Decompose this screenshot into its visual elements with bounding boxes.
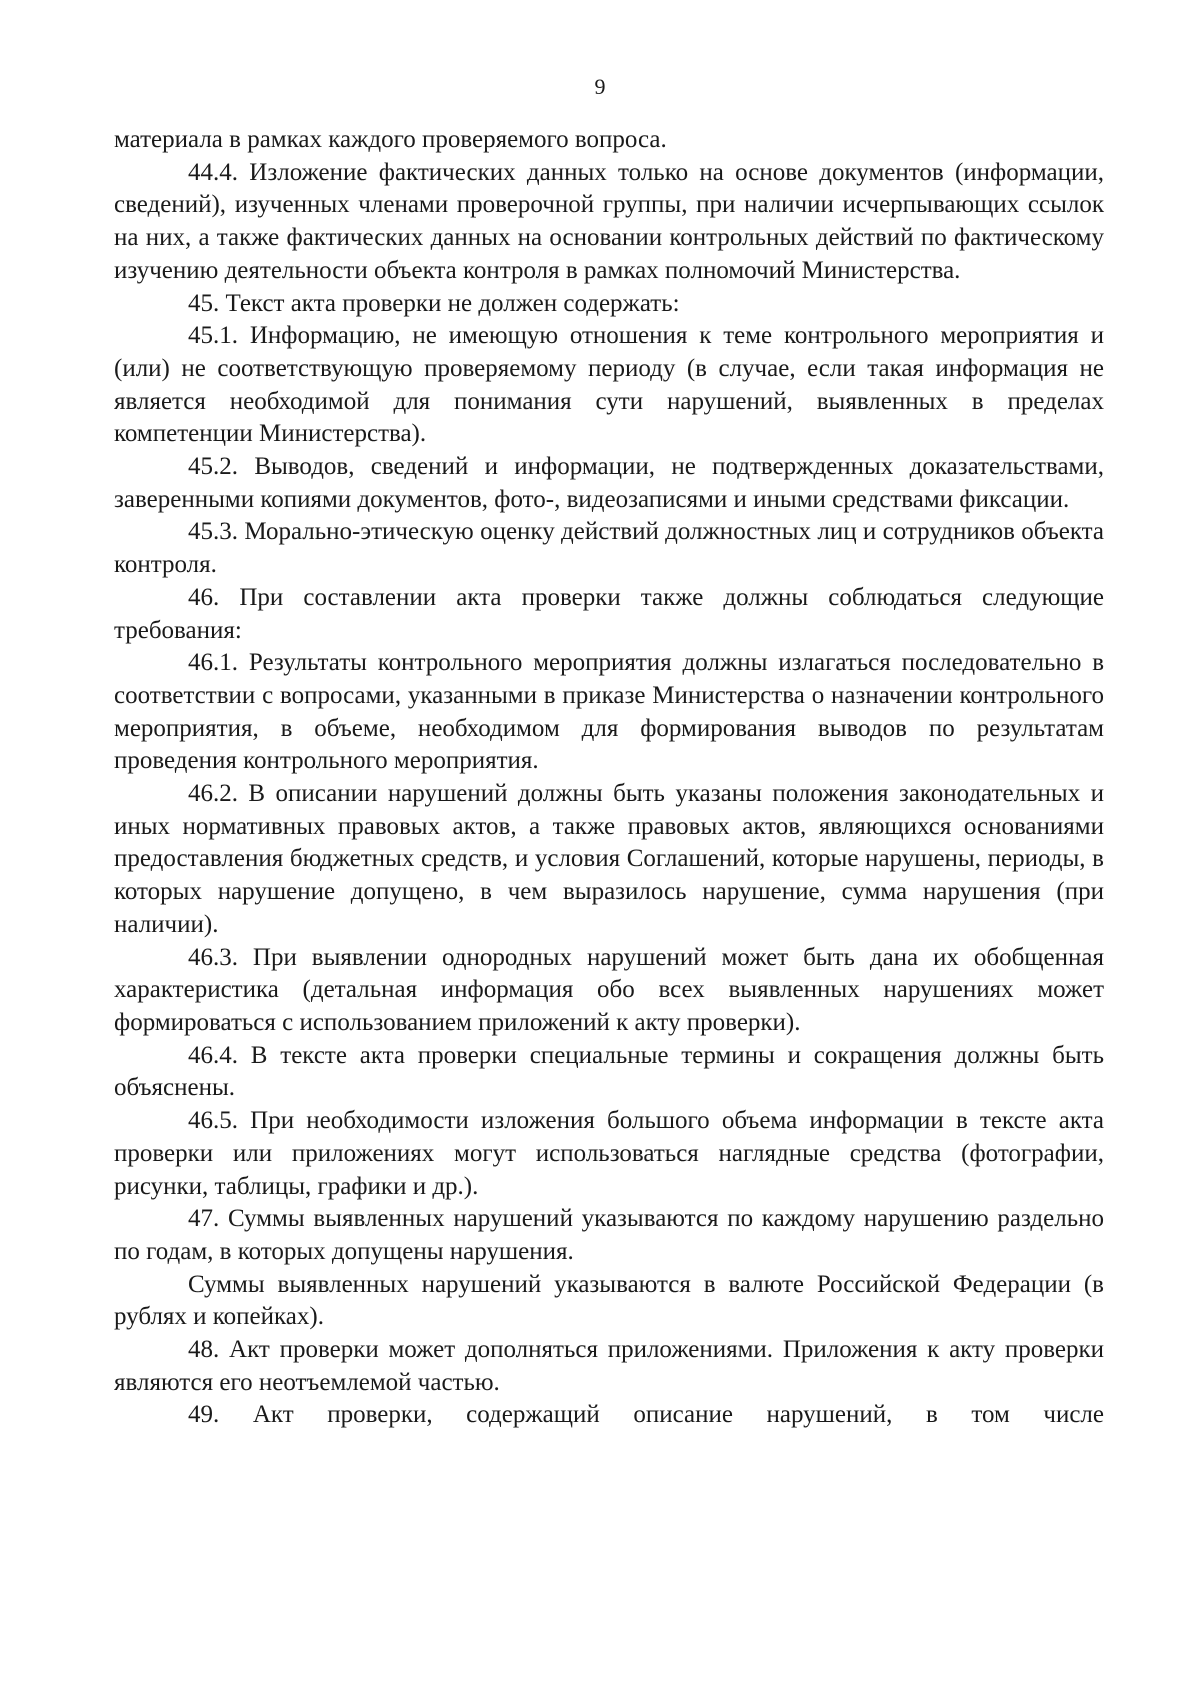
paragraph-45-3: 45.3. Морально-этическую оценку действий должностных лиц и сотрудников объекта контроля.	[114, 518, 1104, 579]
paragraph-46-1: 46.1. Результаты контрольного мероприятия должны излагаться последовательно в соответствии с вопросами, указанными в приказе Министерства о назначении контрольного мероприятия, в объеме, необходимом для формирования выводов по результатам проведения контрольного мероприятия.	[114, 649, 1104, 775]
paragraph-49: 49. Акт проверки, содержащий описание нарушений, в том числе	[188, 1401, 1104, 1429]
paragraph-46-4: 46.4. В тексте акта проверки специальные термины и сокращения должны быть объяснены.	[114, 1041, 1104, 1102]
paragraph-48: 48. Акт проверки может дополняться приложениями. Приложения к акту проверки являются его неотъемлемой частью.	[114, 1336, 1104, 1396]
paragraph-46-5: 46.5. При необходимости изложения большого объема информации в тексте акта проверки или приложениях могут использоваться наглядные средства (фотографии, рисунки, таблицы, графики и др.).	[114, 1107, 1104, 1200]
paragraph-continuation: материала в рамках каждого проверяемого вопроса.	[114, 126, 667, 153]
paragraph-47: 47. Суммы выявленных нарушений указываются по каждому нарушению раздельно по годам, в которых допущены нарушения.	[114, 1205, 1104, 1265]
paragraph-45-2: 45.2. Выводов, сведений и информации, не подтвержденных доказательствами, заверенными копиями документов, фото-, видеозаписями и иными средствами фиксации.	[114, 453, 1104, 513]
paragraph-46: 46. При составлении акта проверки также должны соблюдаться следующие требования:	[114, 583, 1104, 644]
paragraph-46-3: 46.3. При выявлении однородных нарушений может быть дана их обобщенная характеристика (детальная информация обо всех выявленных нарушениях может формироваться с использованием приложений к акту проверки).	[114, 943, 1104, 1036]
document-body	[114, 124, 1104, 1432]
page-number: 9	[594, 74, 606, 99]
paragraph-47-currency: Суммы выявленных нарушений указываются в валюте Российской Федерации (в рублях и копейках).	[114, 1270, 1104, 1331]
paragraph-45: 45. Текст акта проверки не должен содержать:	[188, 289, 680, 317]
paragraph-45-1: 45.1. Информацию, не имеющую отношения к теме контрольного мероприятия и (или) не соответствующую проверяемому периоду (в случае, если такая информация не является необходимой для понимания сути нарушений, выявленных в пределах компетенции Министерства).	[114, 322, 1104, 448]
paragraph-44-4: 44.4. Изложение фактических данных только на основе документов (информации, сведений), изученных членами проверочной группы, при наличии исчерпывающих ссылок на них, а также фактических данных на основании контрольных действий по фактическому изучению деятельности объекта контроля в рамках полномочий Министерства.	[114, 158, 1104, 284]
paragraph-46-2: 46.2. В описании нарушений должны быть указаны положения законодательных и иных нормативных правовых актов, а также правовых актов, являющихся основаниями предоставления бюджетных средств, и условия Соглашений, которые нарушены, периоды, в которых нарушение допущено, в чем выразилось нарушение, сумма нарушения (при наличии).	[114, 780, 1104, 938]
